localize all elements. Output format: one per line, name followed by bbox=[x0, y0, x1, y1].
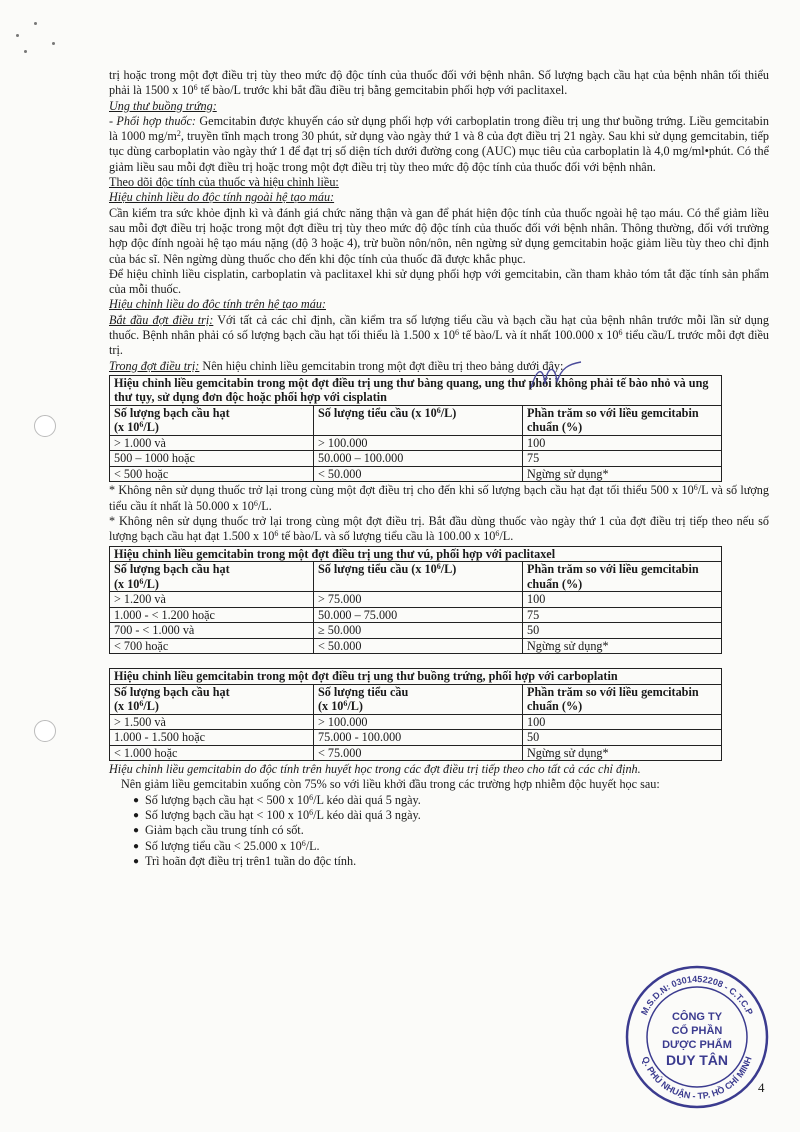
page-number: 4 bbox=[758, 1080, 765, 1095]
header-platelets: Số lượng tiểu cầu (x $10^6/L$) bbox=[314, 562, 523, 592]
table-row: > 1.500 và > 100.000 100 bbox=[110, 714, 722, 730]
stamp-line: DUY TÂN bbox=[666, 1052, 728, 1068]
bullet-list bbox=[109, 793, 769, 869]
header-platelets: Số lượng tiểu cầu (x $10^6/L$) bbox=[314, 684, 523, 714]
header-granulocytes: Số lượng bạch cầu hạt (x $10^6/L$) bbox=[110, 405, 314, 435]
stamp-inner-ring bbox=[647, 987, 747, 1087]
table-row: > 1.000 và > 100.000 100 bbox=[110, 435, 722, 451]
stamp-line: DƯỢC PHẨM bbox=[662, 1039, 732, 1051]
scan-specks bbox=[14, 20, 74, 60]
paragraph: trị hoặc trong một đợt điều trị tùy theo mức độ độc tính của thuốc đối với bệnh nhân. Số lượng bạch cầu hạt của bệnh nhân tối thiểu phải là 1500 x $10^6$ tế bào/L trước khi bắt đầu điều trị bằng gemcitabin phối hợp với paclitaxel. bbox=[109, 68, 769, 98]
header-percent: Phần trăm so với liều gemcitabin chuẩn (%) bbox=[523, 684, 722, 714]
bullet-icon: ● bbox=[133, 840, 140, 852]
section-heading: Ung thư buồng trứng: bbox=[109, 98, 217, 113]
signature-mark bbox=[525, 358, 585, 398]
punch-hole bbox=[34, 720, 56, 742]
dose-table-ovarian bbox=[109, 668, 722, 761]
paragraph: Bắt đầu đợt điều trị: Với tất cả các chỉ định, cần kiểm tra số lượng tiểu cầu và bạch cầu hạt của bệnh nhân trước mỗi lần sử dụng thuốc. Bệnh nhân phải có số lượng bạch cầu hạt tối thiểu là 1.500 x $10^6$ tế bào/L và ít nhất 100.000 x $10^6$ tiểu cầu/L trước mỗi đợt điều trị. bbox=[109, 312, 770, 358]
bullet-icon: ● bbox=[133, 825, 140, 837]
table-row: 700 - < 1.000 và ≥ 50.000 50 bbox=[110, 623, 722, 639]
section-heading: Theo dõi độc tính của thuốc và hiệu chỉnh liều: bbox=[109, 175, 339, 190]
paragraph: - Phối hợp thuốc: Gemcitabin được khuyến cáo sử dụng phối hợp với carboplatin trong điều trị ung thư buồng trứng. Liều gemcitabin là 1000 $mg/m^2$, truyền tĩnh mạch trong 30 phút, sử dụng vào ngày thứ 1 và 8 của đợt điều trị 21 ngày. Sau khi sử dụng gemcitabin, tiếp tục dùng carboplatin vào ngày thứ 1 để đạt trị số diện tích dưới đường cong (AUC) mục tiêu của carboplatin là 4,0 mg/ml•phút. Có thể giảm liều sau mỗi đợt điều trị hoặc trong một đợt điều trị tùy theo mức độ độc tính của thuốc đối với bệnh nhân. bbox=[109, 113, 769, 174]
stamp-ring-top: M.S.D.N: 0301452208 - C.T.C.P bbox=[639, 973, 755, 1017]
header-percent: Phần trăm so với liều gemcitabin chuẩn (%) bbox=[523, 562, 722, 592]
list-item: ● Trì hoãn đợt điều trị trên1 tuần do độc tính. bbox=[133, 853, 357, 868]
punch-hole bbox=[34, 415, 56, 437]
paragraph: Cần kiểm tra sức khỏe định kì và đánh giá chức năng thận và gan để phát hiện độc tính của thuốc ngoài hệ tạo máu. Có thể giảm liều sau mỗi đợt điều trị hoặc trong một đợt điều trị tùy theo mức độ độc tính của thuốc đối với bệnh nhân. Thông thường, đối với trường hợp độc đính ngoài hệ tạo máu nặng (độ 3 hoặc 4), trừ buồn nôn/nôn, nên ngừng sử dụng gemcitabin hoặc giảm liều tùy theo chỉ định của bác sĩ. Nên ngừng dùng thuốc cho đến khi độc tính của thuốc đã được khắc phục. bbox=[109, 205, 769, 266]
italic-heading: Hiệu chỉnh liều gemcitabin do độc tính trên huyết học trong các đợt điều trị tiếp theo cho tất cả các chỉ định. bbox=[109, 762, 641, 777]
header-granulocytes: Số lượng bạch cầu hạt (x $10^6/L$) bbox=[110, 562, 314, 592]
sub-heading: Hiệu chỉnh liều do độc tính trên hệ tạo máu: bbox=[109, 297, 326, 312]
table-row: 500 – 1000 hoặc 50.000 – 100.000 75 bbox=[110, 451, 722, 467]
header-percent: Phần trăm so với liều gemcitabin chuẩn (%) bbox=[523, 405, 722, 435]
sub-heading: Hiệu chỉnh liều do độc tính ngoài hệ tạo máu: bbox=[109, 190, 335, 205]
table-row: 1.000 - 1.500 hoặc 75.000 - 100.000 50 bbox=[110, 730, 722, 746]
bullet-icon: ● bbox=[133, 855, 140, 867]
dose-table-bladder-lung-pancreas bbox=[109, 375, 722, 483]
list-item: ● Số lượng bạch cầu hạt < 100 x $10^6/L$ kéo dài quá 3 ngày. bbox=[133, 808, 421, 823]
paragraph: Để hiệu chỉnh liều cisplatin, carboplatin và paclitaxel khi sử dụng phối hợp với gemcitabin, cần tham khảo tóm tắt đặc tính sản phẩm của mỗi thuốc. bbox=[109, 266, 769, 297]
stamp-outer-ring bbox=[627, 967, 767, 1107]
stamp-line: CÔNG TY bbox=[671, 1011, 723, 1023]
table-row: < 500 hoặc < 50.000 Ngừng sử dụng* bbox=[110, 466, 722, 482]
footnote: * Không nên sử dụng thuốc trở lại trong cùng một đợt điều trị cho đến khi số lượng bạch cầu hạt đạt tối thiểu 500 x $10^6/L$ và số lượng tiểu cầu ít nhất là 50.000 x $10^6/L$. bbox=[109, 483, 769, 513]
paragraph: Trong đợt điều trị: Nên hiệu chỉnh liều gemcitabin trong một đợt điều trị theo bảng dưới đây: bbox=[109, 358, 564, 373]
table-row: < 1.000 hoặc < 75.000 Ngừng sử dụng* bbox=[110, 745, 722, 761]
stamp-ring-bottom: Q. PHÚ NHUẬN - TP. HỒ CHÍ MINH bbox=[640, 1055, 754, 1102]
bullet-icon: ● bbox=[133, 794, 140, 806]
table-caption: Hiệu chỉnh liều gemcitabin trong một đợt điều trị ung thư buồng trứng, phối hợp với carboplatin bbox=[110, 669, 722, 685]
dose-table-breast bbox=[109, 546, 722, 655]
list-item: ● Số lượng bạch cầu hạt < 500 x $10^6/L$ kéo dài quá 5 ngày. bbox=[133, 792, 421, 807]
paragraph: Nên giảm liều gemcitabin xuống còn 75% so với liều khởi đầu trong các trường hợp nhiễm độc huyết học sau: bbox=[121, 777, 660, 792]
header-granulocytes: Số lượng bạch cầu hạt (x $10^6/L$) bbox=[110, 684, 314, 714]
stamp-line: CỔ PHẦN bbox=[671, 1025, 723, 1037]
table-caption: Hiệu chỉnh liều gemcitabin trong một đợt điều trị ung thư vú, phối hợp với paclitaxel bbox=[110, 546, 722, 562]
table-row: 1.000 - < 1.200 hoặc 50.000 – 75.000 75 bbox=[110, 607, 722, 623]
table-row: < 700 hoặc < 50.000 Ngừng sử dụng* bbox=[110, 638, 722, 654]
list-item: ● Giảm bạch cầu trung tính có sốt. bbox=[133, 823, 304, 838]
company-stamp bbox=[622, 962, 772, 1112]
document-page bbox=[109, 68, 769, 869]
table-caption: Hiệu chỉnh liều gemcitabin trong một đợt điều trị ung thư bàng quang, ung thư phổi không phải tế bào nhỏ và ung thư tụy, sử dụng đơn độc hoặc phối hợp với cisplatin bbox=[110, 375, 722, 405]
header-platelets: Số lượng tiểu cầu (x $10^6/L$) bbox=[314, 405, 523, 435]
list-item: ● Số lượng tiểu cầu < 25.000 x $10^6/L$. bbox=[133, 838, 320, 853]
bullet-icon: ● bbox=[133, 810, 140, 822]
footnote: * Không nên sử dụng thuốc trở lại trong cùng một đợt điều trị. Bắt đầu dùng thuốc vào ngày thứ 1 của đợt điều trị tiếp theo nếu số lượng bạch cầu hạt đạt 1.500 x $10^6$ tế bào/L và số lượng tiểu cầu là 100.00 x $10^6/L$. bbox=[109, 514, 769, 544]
table-row: > 1.200 và > 75.000 100 bbox=[110, 592, 722, 608]
